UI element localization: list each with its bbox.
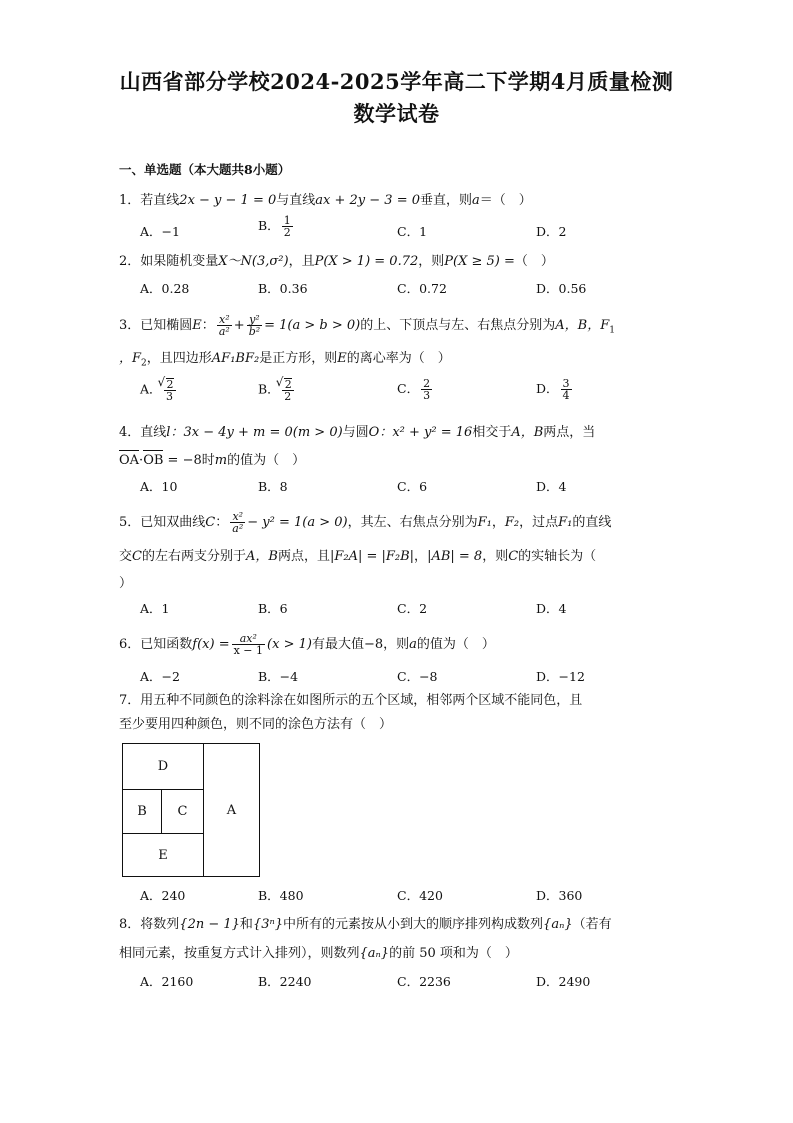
question-7: 7．用五种不同颜色的涂料涂在如图所示的五个区域，相邻两个区域不能同色，且 [119,693,583,708]
option-b[interactable]: B．480 [258,888,304,903]
vector-oa: OA [119,453,140,468]
option-d[interactable]: D． $\frac{3}{4}$ [536,377,570,402]
question-1: 1．若直线2x − y − 1 = 0与直线ax + 2y − 3 = 0垂直，则a＝（ ） [119,193,532,208]
region-diagram [122,743,260,877]
question-7-options [140,887,660,907]
region-e: E [123,834,204,876]
fraction: $\frac{3}{4}$ [562,377,570,402]
question-3-line-2: ，$F_2$，且四边形AF₁BF₂是正方形，则E的离心率为（ ） [119,351,451,369]
option-a[interactable]: A．240 [140,888,186,903]
option-d[interactable]: D．2490 [536,974,591,989]
question-number: 2． [119,254,141,269]
option-b[interactable]: B．8 [258,479,288,494]
vector-ob: OB [143,453,164,468]
option-d[interactable]: D．0.56 [536,281,587,296]
question-5-line-3: ） [119,576,133,591]
question-5: 5．已知双曲线C： $\frac{\text{x²}}{\text{a²}}$ − y² = 1(a > 0)，其左、右焦点分别为F₁，F₂，过点F₁的直线 [119,510,612,535]
option-b[interactable]: B．2240 [258,974,312,989]
option-a[interactable]: A．10 [140,479,178,494]
fraction: √ $\frac{2}{3}$ [164,378,176,402]
question-number: 4． [119,425,141,440]
option-b[interactable]: B．6 [258,601,288,616]
question-number: 5． [119,515,141,530]
question-8-line-2: 相同元素，按重复方式计入排列），则数列{aₙ}的前 50 项和为（ ） [119,946,518,961]
question-3-options [140,377,660,403]
section-heading: 一、单选题（本大题共8小题） [119,162,291,177]
option-d[interactable]: D．4 [536,479,567,494]
fraction: $\frac{\text{ax²}}{x - 1}$ [233,632,264,657]
region-c: C [162,790,204,834]
equation: ax + 2y − 3 = 0 [315,193,420,208]
option-a[interactable]: A．1 [140,601,170,616]
fraction: √ $\frac{2}{2}$ [282,378,294,402]
question-6: 6．已知函数f(x) = $\frac{\text{ax²}}{x - 1}$ (x > 1)有最大值−8，则a的值为（ ） [119,632,495,657]
option-c[interactable]: C．6 [397,479,428,494]
option-c[interactable]: C．0.72 [397,281,447,296]
fraction: $\frac{\text{x²}}{\text{a²}}$ [232,510,244,535]
question-7-line-2: 至少要用四种颜色，则不同的涂色方法有（ ） [119,717,393,732]
option-d[interactable]: D．2 [536,224,567,239]
question-5-line-2: 交C的左右两支分别于A，B两点，且|F₂A| = |F₂B|，|AB| = 8，则C的实轴长为（ [119,549,597,564]
option-a[interactable]: A． √ $\frac{2}{3}$ [140,378,178,402]
option-b[interactable]: B．0.36 [258,281,308,296]
option-a[interactable]: A．−2 [140,669,180,684]
option-b[interactable]: B．−4 [258,669,299,684]
question-8-options [140,973,660,993]
region-b: B [123,790,162,834]
fraction: $\frac{2}{3}$ [423,377,431,402]
question-2-options [140,280,660,300]
fraction: $\frac{1}{2}$ [283,214,291,239]
question-4-line-2: OA·OB = −8时m的值为（ ） [119,453,306,468]
option-c[interactable]: C．2 [397,601,428,616]
question-3: 3．已知椭圆E： $\frac{\text{x²}}{\text{a²}}$ + $\frac{\text{y²}}{\text{b²}}$ = 1(a > b > 0)的上、下顶点与左、右焦点分别为A，B，$F_1$ [119,313,615,338]
exam-title: 山西省部分学校2024-2025学年高二下学期4月质量检测 [119,69,674,94]
region-d: D [123,744,204,790]
option-c[interactable]: C． $\frac{2}{3}$ [397,377,431,402]
option-b[interactable]: B． √ $\frac{2}{2}$ [258,378,296,402]
question-5-options [140,600,660,620]
question-8: 8．将数列{2n − 1}和{3ⁿ}中所有的元素按从小到大的顺序排列构成数列{aₙ}（若有 [119,917,612,932]
question-number: 8． [119,917,141,932]
fraction: $\frac{\text{x²}}{\text{a²}}$ [218,313,230,338]
question-number: 1． [119,193,141,208]
option-d[interactable]: D．360 [536,888,583,903]
question-number: 7． [119,693,141,708]
option-d[interactable]: D．−12 [536,669,585,684]
option-a[interactable]: A．0.28 [140,281,190,296]
question-number: 3． [119,318,141,333]
equation: 2x − y − 1 = 0 [179,193,277,208]
question-number: 6． [119,637,141,652]
option-b[interactable]: B． $\frac{1}{2}$ [258,214,291,239]
question-4: 4．直线l：3x − 4y + m = 0(m > 0)与圆O：x² + y² = 16相交于A，B两点，当 [119,425,596,440]
option-c[interactable]: C．−8 [397,669,438,684]
option-a[interactable]: A．−1 [140,224,180,239]
question-2: 2．如果随机变量X～N(3,σ²)，且P(X > 1) = 0.72，则P(X ≥ 5) =（ ） [119,254,554,269]
option-a[interactable]: A．2160 [140,974,194,989]
question-1-options [140,214,660,243]
option-d[interactable]: D．4 [536,601,567,616]
exam-subtitle: 数学试卷 [353,101,440,126]
region-a: A [226,802,237,818]
option-c[interactable]: C．1 [397,224,428,239]
option-c[interactable]: C．420 [397,888,443,903]
option-c[interactable]: C．2236 [397,974,451,989]
question-6-options [140,668,660,688]
fraction: $\frac{\text{y²}}{\text{b²}}$ [248,313,261,338]
question-4-options [140,478,660,498]
